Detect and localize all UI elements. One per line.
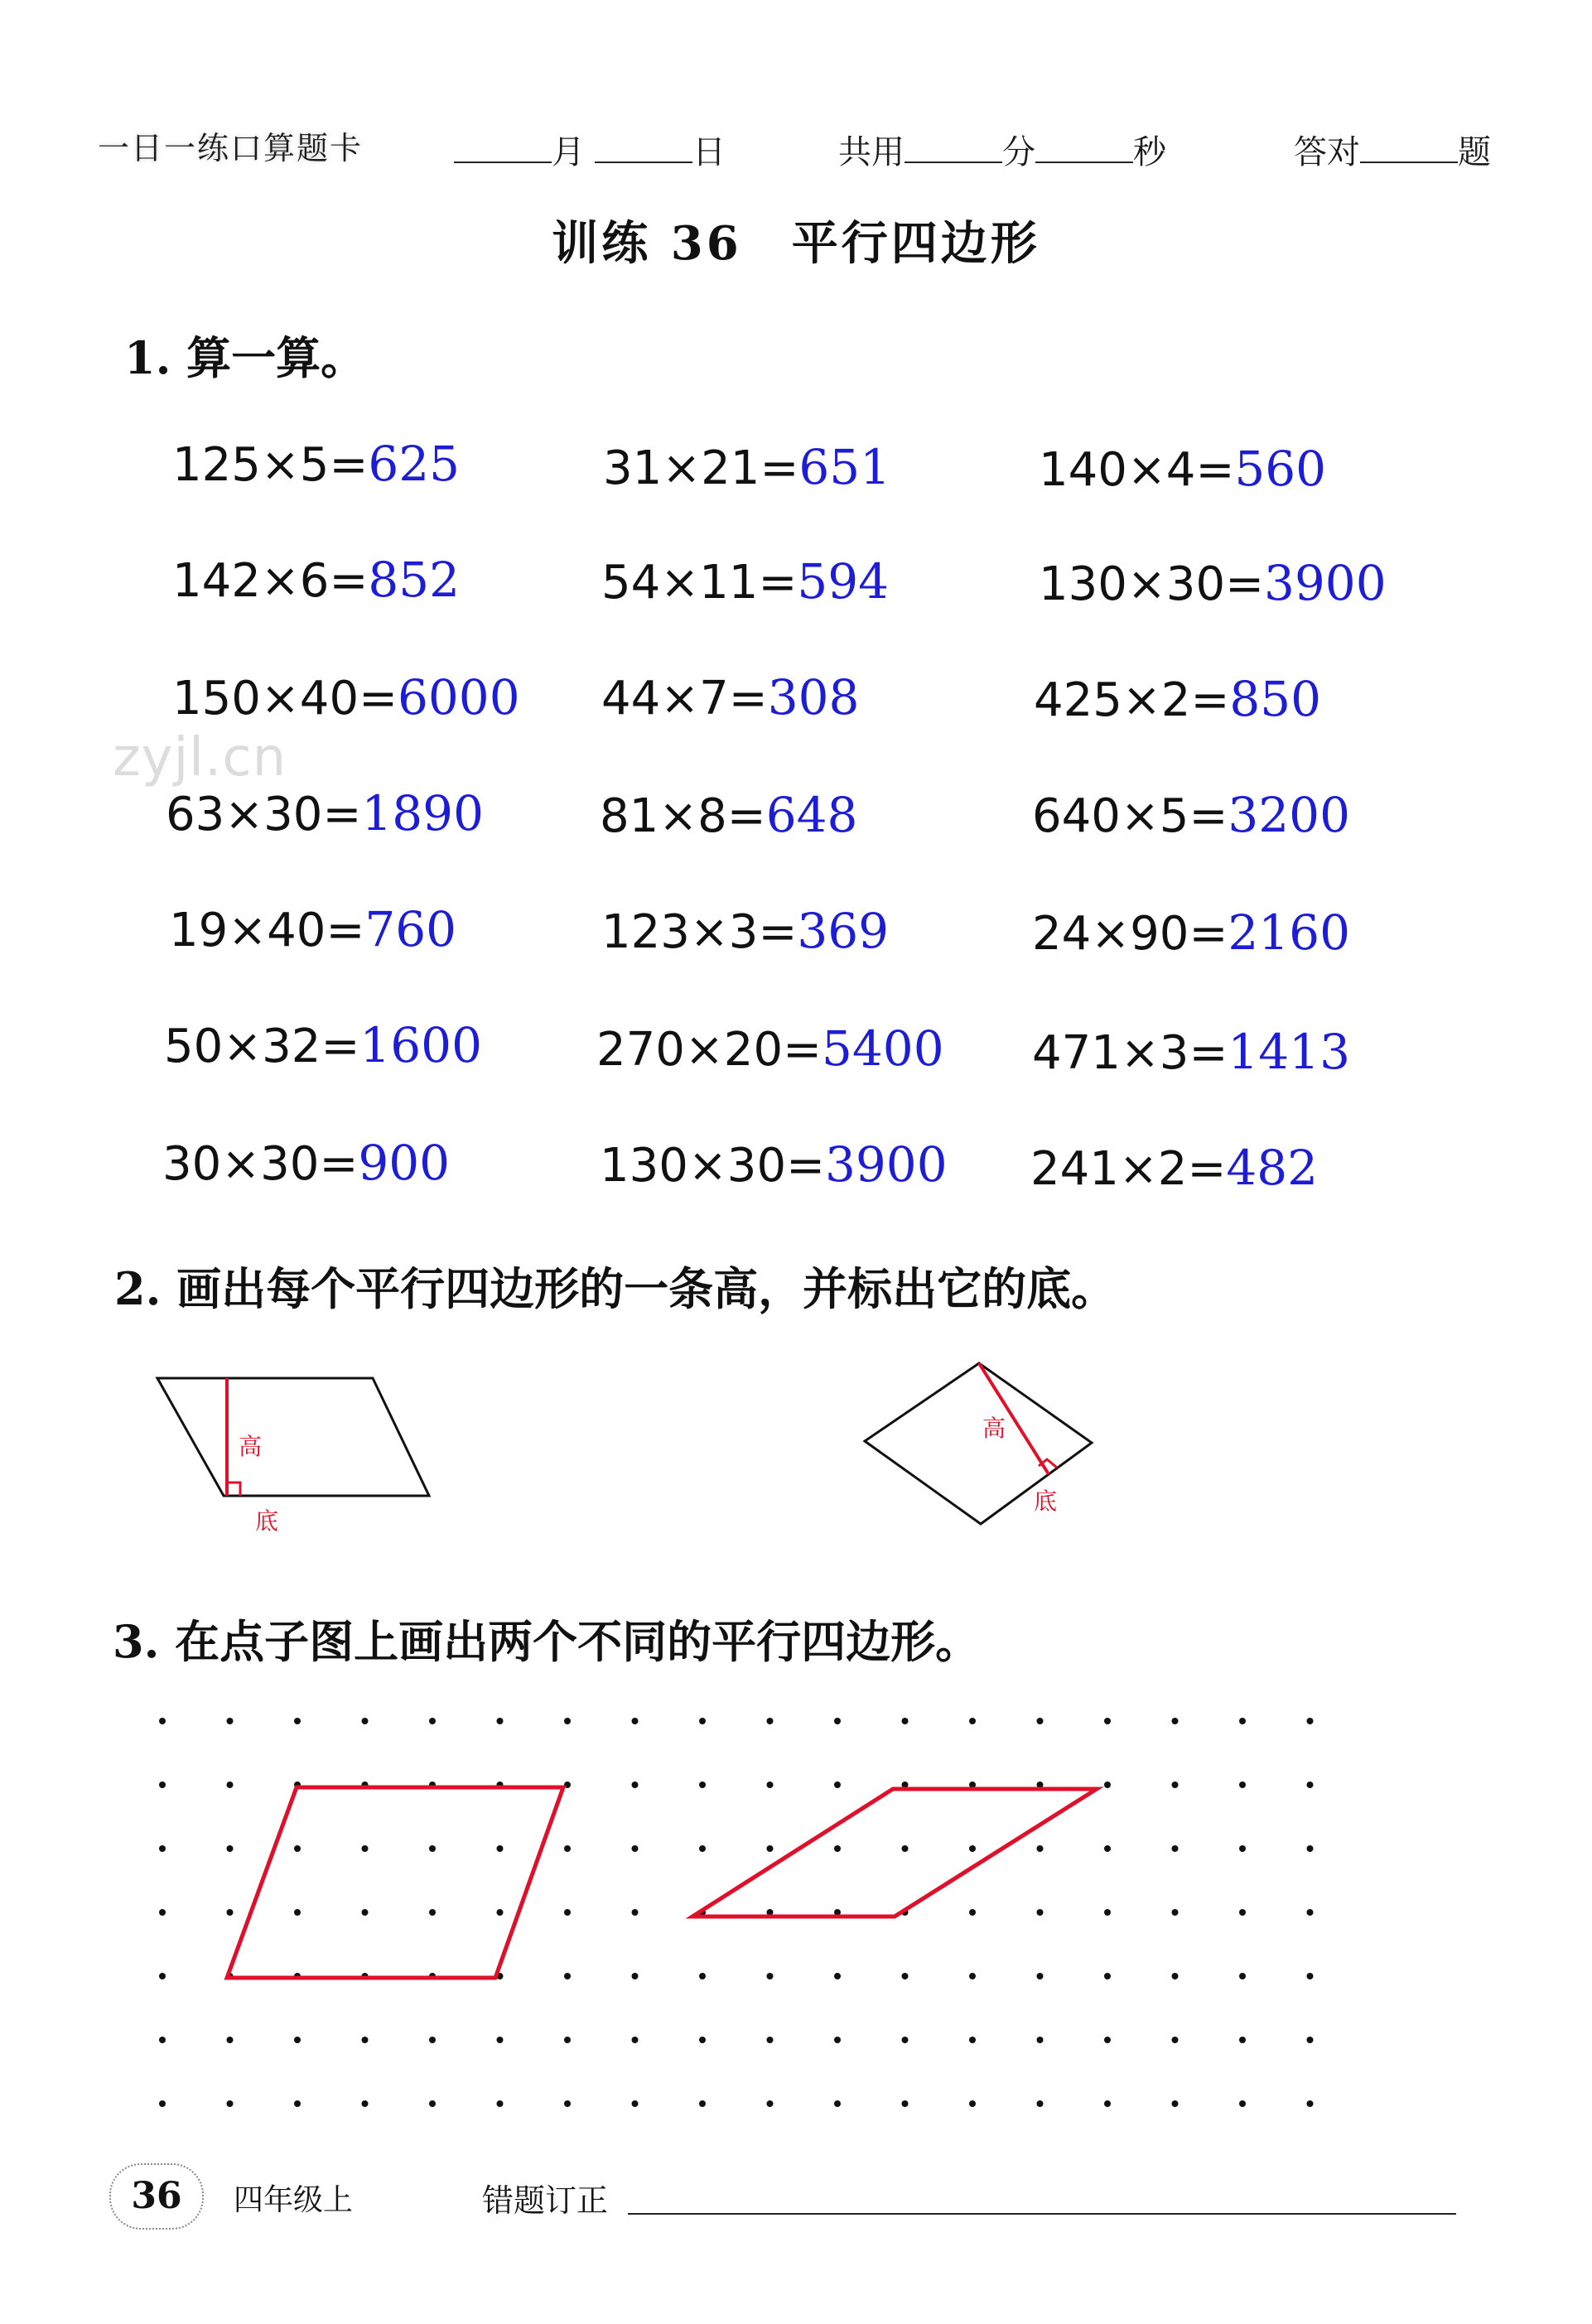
page-number: 36 [109, 2163, 204, 2230]
grid-dot [564, 2037, 571, 2043]
grid-dot [1037, 2100, 1044, 2107]
problem [596, 1020, 944, 1077]
grid-dot [1307, 2100, 1314, 2107]
grid-dot [902, 1973, 909, 1979]
dot-grid [159, 1718, 1314, 2107]
grid-dot [497, 1718, 504, 1724]
problem-expression: 471×3= [1032, 1026, 1228, 1080]
grid-dot [632, 2037, 639, 2043]
q2-figures [0, 1325, 1592, 1574]
problem-expression: 425×2= [1034, 673, 1230, 727]
grid-dot [159, 1718, 166, 1724]
problem-expression: 50×32= [164, 1020, 360, 1073]
day-blank [595, 133, 692, 163]
grid-dot [1172, 1718, 1179, 1724]
grid-dot [429, 1718, 436, 1724]
grid-dot [1037, 1718, 1044, 1724]
grid-dot [159, 1909, 166, 1916]
correct-blank [1360, 133, 1458, 163]
problem-answer: 3900 [825, 1136, 948, 1193]
problem-answer: 1600 [359, 1017, 482, 1073]
grid-dot [564, 2100, 571, 2107]
grid-dot [159, 1782, 166, 1788]
grid-dot [834, 1782, 841, 1788]
base-label-right: 底 [1034, 1487, 1058, 1515]
problem [1032, 787, 1350, 843]
questions-label: 题 [1458, 133, 1491, 171]
grid-dot [227, 1909, 234, 1916]
grid-dot [902, 1845, 909, 1852]
problem [169, 901, 456, 957]
problem-expression: 19×40= [169, 904, 365, 957]
grid-dot [564, 1845, 571, 1852]
problem [600, 1136, 948, 1193]
grid-dot [1172, 1973, 1179, 1979]
grid-dot [1037, 2037, 1044, 2043]
page-title: 训练 36 平行四边形 [552, 216, 1040, 271]
problem-expression: 270×20= [596, 1023, 822, 1077]
problem-answer: 1890 [361, 785, 484, 841]
parallelogram-right [865, 1363, 1092, 1524]
problem [601, 553, 889, 610]
problem-expression: 44×7= [601, 672, 768, 726]
grid-dot [159, 2100, 166, 2107]
correction-label: 错题订正 [482, 2182, 609, 2219]
problem-answer: 2160 [1228, 904, 1350, 961]
problem-answer: 308 [767, 669, 860, 726]
grid-dot [564, 1973, 571, 1979]
grid-dot [834, 2037, 841, 2043]
problem [1032, 1024, 1350, 1080]
grid-dot [699, 1718, 706, 1724]
grid-dot [497, 2100, 504, 2107]
problem-answer: 560 [1234, 441, 1327, 497]
grid-dot [497, 1909, 504, 1916]
grid-dot [767, 2037, 774, 2043]
grid-dot [1172, 2037, 1179, 2043]
grid-dot [969, 1845, 976, 1852]
grid-dot [969, 1909, 976, 1916]
seconds-label: 秒 [1133, 133, 1166, 171]
problem [603, 439, 890, 495]
problem-answer: 3900 [1264, 555, 1387, 611]
grid-dot [1239, 2100, 1246, 2107]
grid-dot [632, 2100, 639, 2107]
problem-expression: 130×30= [600, 1139, 825, 1193]
problem [172, 552, 460, 608]
grid-dot [699, 1845, 706, 1852]
minutes-blank [905, 133, 1002, 163]
grid-dot [699, 1973, 706, 1979]
problem-expression: 241×2= [1030, 1142, 1227, 1196]
problem-answer: 850 [1229, 671, 1322, 727]
grid-dot [362, 1718, 369, 1724]
problem [1039, 555, 1387, 611]
problem [1032, 904, 1350, 961]
grade-label: 四年级上 [234, 2183, 354, 2217]
grid-dot [1307, 1718, 1314, 1724]
seconds-blank [1035, 133, 1133, 163]
problem [162, 1135, 450, 1191]
grid-dot [227, 1845, 234, 1852]
problem-answer: 6000 [398, 669, 520, 726]
problem-expression: 125×5= [172, 438, 369, 492]
grid-dot [1307, 1845, 1314, 1852]
grid-dot [632, 1973, 639, 1979]
grid-dot [767, 1973, 774, 1979]
grid-dot [227, 1782, 234, 1788]
right-angle-mark-left [227, 1483, 240, 1496]
grid-dot [767, 1845, 774, 1852]
problem-expression: 24×90= [1032, 907, 1228, 961]
grid-dot [362, 1845, 369, 1852]
drawn-parallelogram-1 [227, 1787, 563, 1978]
problem-answer: 648 [765, 787, 858, 843]
q2-heading: 2. 画出每个平行四边形的一条高，并标出它的底。 [114, 1262, 1117, 1315]
grid-dot [362, 2100, 369, 2107]
grid-dot [1239, 1845, 1246, 1852]
problem-expression: 54×11= [601, 556, 798, 610]
grid-dot [294, 1845, 301, 1852]
problem-answer: 5400 [822, 1020, 944, 1077]
grid-dot [632, 1909, 639, 1916]
problem-expression: 123×3= [601, 905, 798, 959]
grid-dot [1307, 1909, 1314, 1916]
grid-dot [699, 1782, 706, 1788]
grid-dot [159, 1973, 166, 1979]
problem-answer: 594 [797, 553, 890, 610]
problem-expression: 142×6= [172, 554, 369, 608]
problem-answer: 482 [1226, 1140, 1319, 1196]
grid-dot [1172, 2100, 1179, 2107]
problem [164, 1017, 482, 1073]
grid-dot [497, 1845, 504, 1852]
grid-dot [969, 1718, 976, 1724]
correction-line [628, 2213, 1456, 2215]
problem [1030, 1140, 1318, 1196]
height-label-left: 高 [239, 1433, 263, 1460]
grid-dot [564, 1718, 571, 1724]
grid-dot [1307, 1782, 1314, 1788]
minutes-label: 分 [1002, 133, 1035, 171]
grid-dot [1307, 1973, 1314, 1979]
parallelogram-left [157, 1378, 429, 1496]
grid-dot [1239, 1718, 1246, 1724]
grid-dot [1104, 1845, 1111, 1852]
grid-dot [834, 1973, 841, 1979]
problem-answer: 651 [798, 439, 891, 495]
watermark: zyjl.cn [113, 727, 287, 788]
grid-dot [159, 1845, 166, 1852]
problem [1039, 441, 1326, 497]
problem [172, 669, 520, 726]
grid-dot [429, 1845, 436, 1852]
problem [166, 785, 484, 841]
grid-dot [1104, 1973, 1111, 1979]
height-label-right: 高 [982, 1415, 1006, 1442]
grid-dot [1239, 1973, 1246, 1979]
grid-dot [294, 2100, 301, 2107]
grid-dot [632, 1718, 639, 1724]
grid-dot [1239, 2037, 1246, 2043]
grid-dot [834, 2100, 841, 2107]
grid-dot [497, 2037, 504, 2043]
problem [172, 436, 460, 492]
grid-dot [767, 1718, 774, 1724]
problem-answer: 3200 [1228, 787, 1350, 843]
grid-dot [227, 2100, 234, 2107]
book-brand: 一日一练口算题卡 [98, 130, 364, 166]
grid-dot [362, 1909, 369, 1916]
grid-dot [699, 2100, 706, 2107]
score-correct [1294, 126, 1491, 173]
problem-expression: 640×5= [1032, 789, 1228, 843]
grid-dot [1172, 1845, 1179, 1852]
grid-dot [969, 2037, 976, 2043]
grid-dot [699, 2037, 706, 2043]
grid-dot [1104, 2037, 1111, 2043]
problem-answer: 369 [797, 903, 890, 959]
grid-dot [632, 1845, 639, 1852]
grid-dot [1037, 1973, 1044, 1979]
grid-dot [1037, 1909, 1044, 1916]
problem [601, 669, 859, 726]
date-month [454, 126, 585, 173]
grid-dot [227, 2037, 234, 2043]
month-label: 月 [552, 133, 585, 171]
grid-dot [1037, 1845, 1044, 1852]
grid-dot [1104, 1909, 1111, 1916]
problem-expression: 31×21= [603, 441, 799, 495]
grid-dot [969, 2100, 976, 2107]
grid-dot [767, 2100, 774, 2107]
grid-dot [1239, 1909, 1246, 1916]
problem-expression: 150×40= [172, 672, 398, 726]
base-label-left: 底 [255, 1507, 279, 1535]
problem-expression: 140×4= [1039, 443, 1235, 497]
problem-answer: 760 [364, 901, 457, 957]
grid-dot [429, 2100, 436, 2107]
grid-dot [564, 1909, 571, 1916]
grid-dot [1172, 1782, 1179, 1788]
problem-answer: 852 [368, 552, 461, 608]
month-blank [454, 133, 552, 163]
time-used [838, 126, 1166, 173]
grid-dot [294, 1718, 301, 1724]
problem-expression: 81×8= [600, 789, 766, 843]
problem [600, 787, 857, 843]
grid-dot [1239, 1782, 1246, 1788]
grid-dot [1104, 1718, 1111, 1724]
dot-grid-figure [0, 1690, 1592, 2137]
drawn-parallelogram-2 [692, 1789, 1097, 1917]
problem-expression: 63×30= [166, 788, 362, 841]
problem-expression: 130×30= [1039, 557, 1264, 611]
grid-dot [834, 1845, 841, 1852]
grid-dot [834, 1718, 841, 1724]
grid-dot [902, 1718, 909, 1724]
grid-dot [1172, 1909, 1179, 1916]
grid-dot [1104, 2100, 1111, 2107]
problem [601, 903, 889, 959]
grid-dot [902, 2037, 909, 2043]
day-label: 日 [692, 133, 726, 171]
problem-answer: 625 [368, 436, 461, 492]
problem [1034, 671, 1321, 727]
date-day [595, 126, 726, 173]
q1-heading: 1. 算一算。 [124, 331, 366, 384]
correct-prefix: 答对 [1294, 133, 1360, 171]
time-prefix: 共用 [838, 133, 905, 171]
grid-dot [227, 1718, 234, 1724]
grid-dot [294, 1909, 301, 1916]
grid-dot [969, 1973, 976, 1979]
grid-dot [1104, 1782, 1111, 1788]
grid-dot [362, 2037, 369, 2043]
grid-dot [902, 2100, 909, 2107]
grid-dot [767, 1782, 774, 1788]
grid-dot [429, 1909, 436, 1916]
grid-dot [159, 2037, 166, 2043]
grid-dot [1307, 2037, 1314, 2043]
problem-expression: 30×30= [162, 1137, 359, 1191]
grid-dot [429, 2037, 436, 2043]
grid-dot [294, 2037, 301, 2043]
problem-answer: 1413 [1228, 1024, 1350, 1080]
q3-heading: 3. 在点子图上画出两个不同的平行四边形。 [113, 1615, 981, 1668]
problem-answer: 900 [358, 1135, 451, 1191]
grid-dot [632, 1782, 639, 1788]
